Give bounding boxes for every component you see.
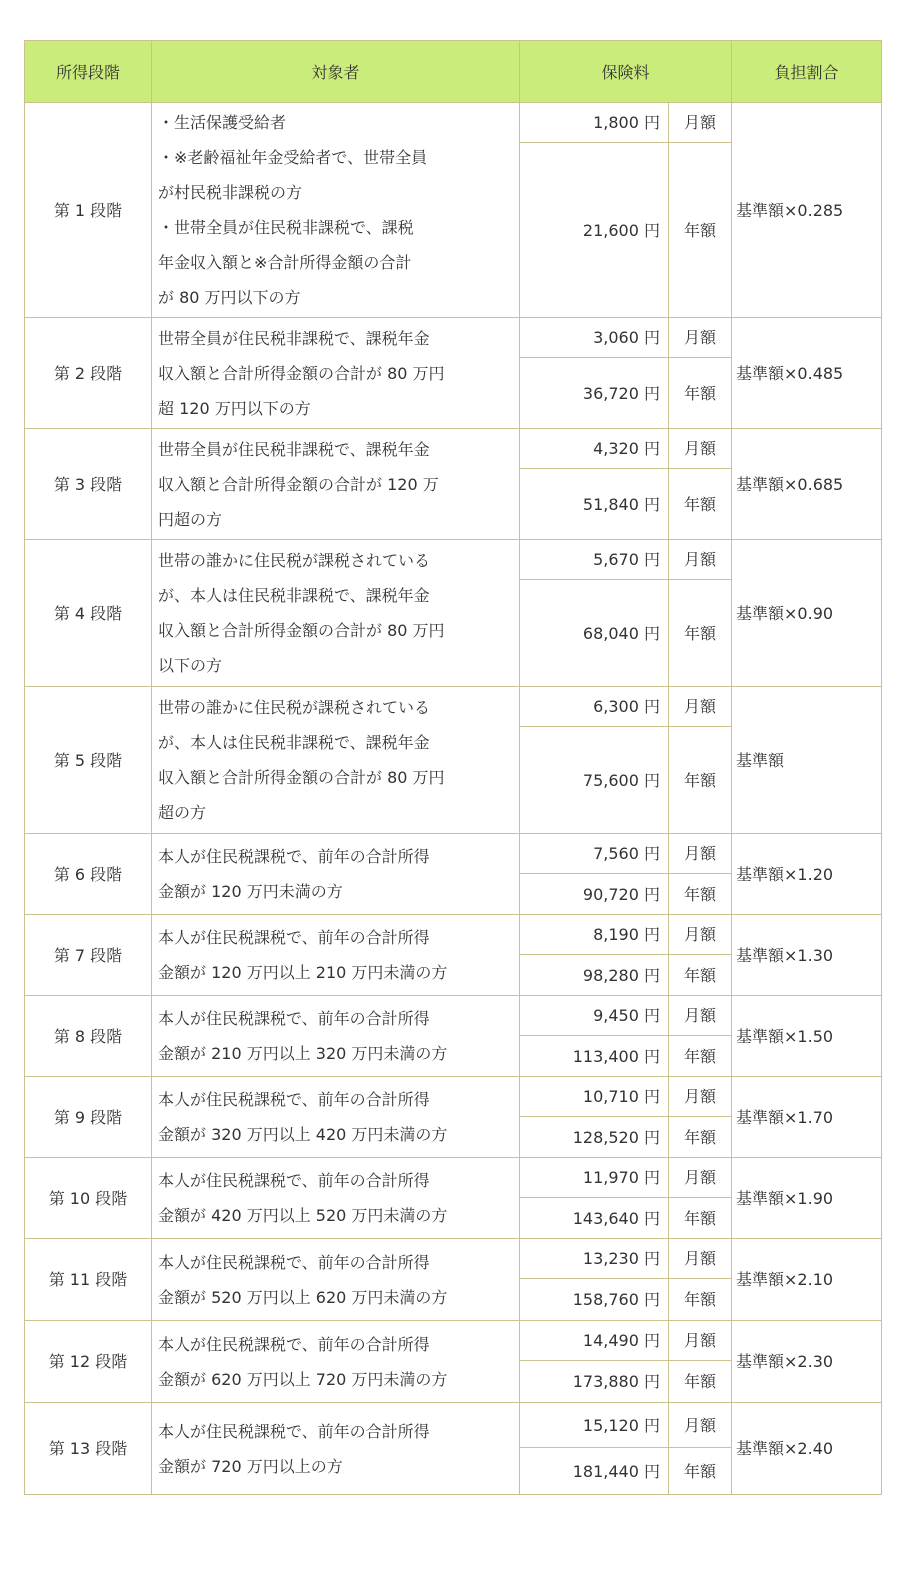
ratio-cell: 基準額 <box>732 687 882 834</box>
target-line: 金額が 720 万円以上の方 <box>158 1456 343 1476</box>
target-cell <box>152 1403 520 1495</box>
target-line: が、本人は住民税非課税で、課税年金 <box>158 733 430 752</box>
target-line: 金額が 520 万円以上 620 万円未満の方 <box>158 1287 448 1307</box>
header-ratio: 負担割合 <box>732 41 882 103</box>
annual-amount: 68,040 円 <box>520 580 669 687</box>
ratio-cell: 基準額×1.30 <box>732 915 882 996</box>
monthly-unit: 月額 <box>669 540 732 580</box>
stage-cell: 第 12 段階 <box>25 1321 152 1403</box>
target-line: 本人が住民税課税で、前年の合計所得 <box>158 1090 430 1109</box>
target-line: 本人が住民税課税で、前年の合計所得 <box>158 928 430 947</box>
table-row <box>25 687 882 727</box>
annual-amount: 90,720 円 <box>520 874 669 915</box>
stage-cell: 第 4 段階 <box>25 540 152 687</box>
table-row <box>25 1239 882 1279</box>
table-row <box>25 103 882 143</box>
monthly-amount: 3,060 円 <box>520 318 669 358</box>
target-line: 収入額と合計所得金額の合計が 80 万円 <box>158 363 445 383</box>
monthly-amount: 6,300 円 <box>520 687 669 727</box>
annual-unit: 年額 <box>669 469 732 540</box>
table-row <box>25 1403 882 1448</box>
header-stage: 所得段階 <box>25 41 152 103</box>
monthly-amount: 11,970 円 <box>520 1158 669 1198</box>
ratio-cell: 基準額×1.90 <box>732 1158 882 1239</box>
target-cell <box>152 1239 520 1321</box>
target-cell <box>152 540 520 687</box>
table-row <box>25 540 882 580</box>
monthly-unit: 月額 <box>669 1321 732 1361</box>
stage-cell: 第 7 段階 <box>25 915 152 996</box>
annual-amount: 75,600 円 <box>520 727 669 834</box>
annual-unit: 年額 <box>669 1198 732 1239</box>
annual-unit: 年額 <box>669 143 732 318</box>
target-line: 収入額と合計所得金額の合計が 80 万円 <box>158 768 445 787</box>
ratio-cell: 基準額×2.40 <box>732 1403 882 1495</box>
annual-amount: 51,840 円 <box>520 469 669 540</box>
annual-unit: 年額 <box>669 1279 732 1321</box>
target-line: 本人が住民税課税で、前年の合計所得 <box>158 1252 430 1272</box>
table-row <box>25 1321 882 1361</box>
annual-amount: 36,720 円 <box>520 358 669 429</box>
table-row <box>25 1077 882 1117</box>
annual-amount: 143,640 円 <box>520 1198 669 1239</box>
stage-cell: 第 10 段階 <box>25 1158 152 1239</box>
target-line: 金額が 120 万円以上 210 万円未満の方 <box>158 963 448 982</box>
ratio-cell: 基準額×2.30 <box>732 1321 882 1403</box>
stage-cell: 第 11 段階 <box>25 1239 152 1321</box>
target-line: 超の方 <box>158 803 207 822</box>
annual-unit: 年額 <box>669 580 732 687</box>
target-line: 世帯の誰かに住民税が課税されている <box>158 551 431 570</box>
target-cell <box>152 429 520 540</box>
monthly-unit: 月額 <box>669 1403 732 1448</box>
monthly-amount: 10,710 円 <box>520 1077 669 1117</box>
ratio-cell: 基準額×1.70 <box>732 1077 882 1158</box>
monthly-unit: 月額 <box>669 834 732 874</box>
ratio-cell: 基準額×0.285 <box>732 103 882 318</box>
target-line: 金額が 210 万円以上 320 万円未満の方 <box>158 1044 448 1063</box>
annual-unit: 年額 <box>669 1036 732 1077</box>
annual-amount: 98,280 円 <box>520 955 669 996</box>
table-row <box>25 318 882 358</box>
ratio-cell: 基準額×0.90 <box>732 540 882 687</box>
monthly-unit: 月額 <box>669 429 732 469</box>
target-line: ・※老齢福祉年金受給者で、世帯全員 <box>158 148 428 167</box>
target-line: ・世帯全員が住民税非課税で、課税 <box>158 218 414 237</box>
annual-amount: 181,440 円 <box>520 1448 669 1495</box>
target-line: が 80 万円以下の方 <box>158 288 301 307</box>
annual-amount: 158,760 円 <box>520 1279 669 1321</box>
target-line: が、本人は住民税非課税で、課税年金 <box>158 586 430 605</box>
annual-amount: 128,520 円 <box>520 1117 669 1158</box>
annual-unit: 年額 <box>669 1117 732 1158</box>
monthly-amount: 1,800 円 <box>520 103 669 143</box>
ratio-cell: 基準額×1.50 <box>732 996 882 1077</box>
stage-cell: 第 2 段階 <box>25 318 152 429</box>
header-target: 対象者 <box>152 41 520 103</box>
target-cell <box>152 1158 520 1239</box>
target-cell <box>152 1321 520 1403</box>
ratio-cell: 基準額×2.10 <box>732 1239 882 1321</box>
monthly-amount: 9,450 円 <box>520 996 669 1036</box>
premium-table <box>24 40 882 1495</box>
monthly-amount: 7,560 円 <box>520 834 669 874</box>
target-line: 金額が 320 万円以上 420 万円未満の方 <box>158 1125 448 1144</box>
annual-amount: 173,880 円 <box>520 1361 669 1403</box>
stage-cell: 第 3 段階 <box>25 429 152 540</box>
target-line: 金額が 620 万円以上 720 万円未満の方 <box>158 1369 448 1389</box>
monthly-amount: 15,120 円 <box>520 1403 669 1448</box>
target-line: 収入額と合計所得金額の合計が 120 万 <box>158 474 439 494</box>
monthly-unit: 月額 <box>669 103 732 143</box>
table-row <box>25 915 882 955</box>
stage-cell: 第 13 段階 <box>25 1403 152 1495</box>
header-premium: 保険料 <box>520 41 732 103</box>
target-line: 世帯全員が住民税非課税で、課税年金 <box>158 328 430 348</box>
ratio-cell: 基準額×0.685 <box>732 429 882 540</box>
header-row <box>25 41 882 103</box>
monthly-amount: 14,490 円 <box>520 1321 669 1361</box>
target-cell <box>152 687 520 834</box>
ratio-cell: 基準額×1.20 <box>732 834 882 915</box>
annual-amount: 113,400 円 <box>520 1036 669 1077</box>
monthly-amount: 8,190 円 <box>520 915 669 955</box>
ratio-cell: 基準額×0.485 <box>732 318 882 429</box>
target-cell <box>152 996 520 1077</box>
target-line: 本人が住民税課税で、前年の合計所得 <box>158 1009 430 1028</box>
target-cell <box>152 915 520 996</box>
stage-cell: 第 5 段階 <box>25 687 152 834</box>
monthly-amount: 5,670 円 <box>520 540 669 580</box>
annual-unit: 年額 <box>669 1361 732 1403</box>
annual-unit: 年額 <box>669 727 732 834</box>
target-cell <box>152 834 520 915</box>
annual-unit: 年額 <box>669 1448 732 1495</box>
annual-unit: 年額 <box>669 874 732 915</box>
monthly-unit: 月額 <box>669 1158 732 1198</box>
target-line: 世帯の誰かに住民税が課税されている <box>158 698 431 717</box>
table-body <box>25 103 882 1495</box>
target-line: 円超の方 <box>158 509 223 529</box>
target-cell <box>152 318 520 429</box>
monthly-unit: 月額 <box>669 1077 732 1117</box>
target-line: が村民税非課税の方 <box>158 183 303 202</box>
target-line: 本人が住民税課税で、前年の合計所得 <box>158 847 430 866</box>
target-line: 本人が住民税課税で、前年の合計所得 <box>158 1421 430 1441</box>
monthly-unit: 月額 <box>669 318 732 358</box>
annual-unit: 年額 <box>669 358 732 429</box>
target-line: 世帯全員が住民税非課税で、課税年金 <box>158 439 430 459</box>
monthly-amount: 4,320 円 <box>520 429 669 469</box>
table-row <box>25 834 882 874</box>
monthly-unit: 月額 <box>669 915 732 955</box>
target-cell <box>152 103 520 318</box>
stage-cell: 第 1 段階 <box>25 103 152 318</box>
table-row <box>25 996 882 1036</box>
target-line: 超 120 万円以下の方 <box>158 398 311 418</box>
annual-amount: 21,600 円 <box>520 143 669 318</box>
target-line: 本人が住民税課税で、前年の合計所得 <box>158 1334 430 1354</box>
target-line: 年金収入額と※合計所得金額の合計 <box>158 253 412 272</box>
stage-cell: 第 8 段階 <box>25 996 152 1077</box>
target-line: 収入額と合計所得金額の合計が 80 万円 <box>158 621 445 640</box>
stage-cell: 第 6 段階 <box>25 834 152 915</box>
table-row <box>25 429 882 469</box>
target-line: 本人が住民税課税で、前年の合計所得 <box>158 1171 430 1190</box>
stage-cell: 第 9 段階 <box>25 1077 152 1158</box>
table-row <box>25 1158 882 1198</box>
target-line: ・生活保護受給者 <box>158 113 287 132</box>
target-line: 以下の方 <box>158 656 223 675</box>
monthly-unit: 月額 <box>669 996 732 1036</box>
monthly-unit: 月額 <box>669 687 732 727</box>
annual-unit: 年額 <box>669 955 732 996</box>
target-cell <box>152 1077 520 1158</box>
target-line: 金額が 120 万円未満の方 <box>158 882 343 901</box>
target-line: 金額が 420 万円以上 520 万円未満の方 <box>158 1206 448 1225</box>
monthly-amount: 13,230 円 <box>520 1239 669 1279</box>
monthly-unit: 月額 <box>669 1239 732 1279</box>
